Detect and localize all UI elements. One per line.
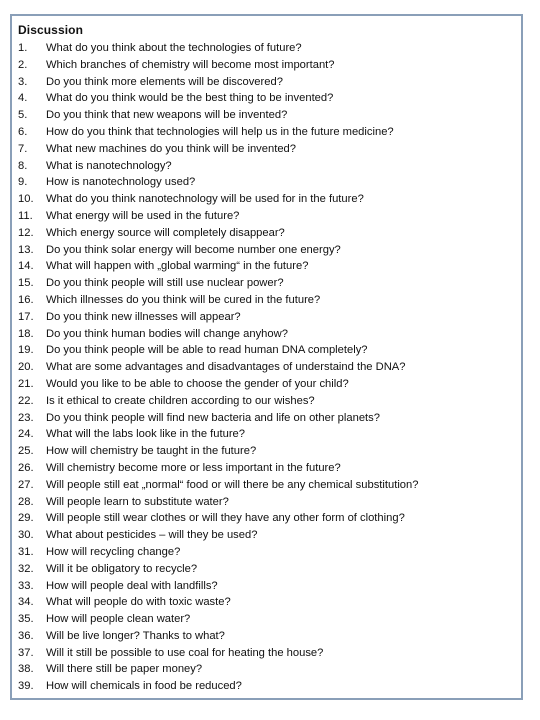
question-text: What are some advantages and disadvantages of understaind the DNA? <box>46 361 406 374</box>
list-item <box>18 460 521 477</box>
question-number: 6. <box>18 125 28 138</box>
question-number: 36. <box>18 629 34 642</box>
list-item <box>18 594 521 611</box>
question-text: Which energy source will completely disappear? <box>46 226 285 239</box>
list-item <box>18 393 521 410</box>
list-item <box>18 527 521 544</box>
question-text: How do you think that technologies will help us in the future medicine? <box>46 125 394 138</box>
question-number: 18. <box>18 327 34 340</box>
list-item <box>18 158 521 175</box>
question-number: 14. <box>18 260 34 273</box>
question-text: Will it still be possible to use coal for heating the house? <box>46 646 324 659</box>
list-item <box>18 191 521 208</box>
question-text: Do you think more elements will be discovered? <box>46 75 283 88</box>
question-number: 16. <box>18 293 34 306</box>
page-title: Discussion <box>18 23 84 37</box>
list-item <box>18 57 521 74</box>
question-text: Will people learn to substitute water? <box>46 495 229 508</box>
list-item <box>18 107 521 124</box>
list-item <box>18 174 521 191</box>
question-number: 26. <box>18 461 34 474</box>
list-item <box>18 309 521 326</box>
list-item <box>18 40 521 57</box>
list-item <box>18 544 521 561</box>
list-item <box>18 661 521 678</box>
question-number: 1. <box>18 42 28 54</box>
list-item <box>18 443 521 460</box>
question-text: What will the labs look like in the future? <box>46 428 245 441</box>
question-text: Will it be obligatory to recycle? <box>46 562 198 575</box>
question-text: Will chemistry become more or less important in the future? <box>46 461 341 474</box>
question-number: 8. <box>18 159 28 172</box>
question-number: 22. <box>18 394 34 407</box>
question-number: 27. <box>18 478 34 491</box>
question-number: 23. <box>18 411 34 424</box>
question-number: 15. <box>18 277 34 290</box>
list-item <box>18 561 521 578</box>
question-text: Is it ethical to create children according to our wishes? <box>46 394 315 407</box>
question-number: 21. <box>18 377 34 390</box>
question-number: 25. <box>18 445 34 458</box>
question-text: Which branches of chemistry will become most important? <box>46 58 335 71</box>
question-text: What new machines do you think will be invented? <box>46 142 296 155</box>
question-text: Do you think people will be able to read human DNA completely? <box>46 344 368 357</box>
question-number: 31. <box>18 545 34 558</box>
list-item <box>18 359 521 376</box>
question-number: 38. <box>18 663 34 676</box>
question-text: How will chemistry be taught in the future? <box>46 445 257 458</box>
list-item <box>18 410 521 427</box>
question-text: Which illnesses do you think will be cured in the future? <box>46 293 321 306</box>
question-number: 29. <box>18 512 34 525</box>
question-text: Will there still be paper money? <box>46 663 203 676</box>
list-item <box>18 208 521 225</box>
question-number: 24. <box>18 428 34 441</box>
list-item <box>18 292 521 309</box>
question-text: What will people do with toxic waste? <box>46 596 231 609</box>
question-text: What about pesticides – will they be used? <box>46 529 258 542</box>
question-text: Do you think people will find new bacteria and life on other planets? <box>46 411 380 424</box>
question-number: 17. <box>18 310 34 323</box>
question-number: 20. <box>18 361 34 374</box>
question-number: 32. <box>18 562 34 575</box>
list-item <box>18 494 521 511</box>
question-text: How will people clean water? <box>46 613 191 626</box>
list-item <box>18 611 521 628</box>
question-text: What will happen with „global warming“ in the future? <box>46 260 309 273</box>
question-number: 2. <box>18 58 28 71</box>
question-number: 3. <box>18 75 28 88</box>
question-text: Do you think people will still use nuclear power? <box>46 277 284 290</box>
question-text: Will people still eat „normal“ food or will there be any chemical substitution? <box>46 478 419 491</box>
question-text: What do you think would be the best thing to be invented? <box>46 92 334 105</box>
question-number: 33. <box>18 579 34 592</box>
question-text: What do you think nanotechnology will be used for in the future? <box>46 193 364 206</box>
list-item <box>18 242 521 259</box>
question-list <box>18 40 521 695</box>
list-item <box>18 275 521 292</box>
discussion-box <box>10 14 523 700</box>
question-number: 19. <box>18 344 34 357</box>
question-text: Do you think solar energy will become number one energy? <box>46 243 341 256</box>
list-item <box>18 678 521 695</box>
list-item <box>18 124 521 141</box>
list-item <box>18 342 521 359</box>
question-number: 12. <box>18 226 34 239</box>
list-item <box>18 141 521 158</box>
list-item <box>18 426 521 443</box>
list-item <box>18 326 521 343</box>
question-number: 11. <box>18 209 33 222</box>
list-item <box>18 645 521 662</box>
list-item <box>18 578 521 595</box>
question-number: 28. <box>18 495 34 508</box>
question-number: 4. <box>18 92 28 105</box>
question-text: Will be live longer? Thanks to what? <box>46 629 225 642</box>
question-text: Do you think human bodies will change anyhow? <box>46 327 288 340</box>
question-text: Do you think new illnesses will appear? <box>46 310 241 323</box>
question-number: 37. <box>18 646 34 659</box>
question-number: 13. <box>18 243 34 256</box>
question-number: 35. <box>18 613 34 626</box>
question-text: Do you think that new weapons will be invented? <box>46 109 288 122</box>
question-text: Would you like to be able to choose the gender of your child? <box>46 377 349 390</box>
question-number: 39. <box>18 680 34 693</box>
question-text: Will people still wear clothes or will they have any other form of clothing? <box>46 512 405 525</box>
question-text: How will chemicals in food be reduced? <box>46 680 242 693</box>
list-item <box>18 258 521 275</box>
list-item <box>18 510 521 527</box>
question-number: 30. <box>18 529 34 542</box>
list-item <box>18 225 521 242</box>
question-text: How will people deal with landfills? <box>46 579 218 592</box>
list-item <box>18 628 521 645</box>
question-number: 7. <box>18 142 28 155</box>
question-text: How is nanotechnology used? <box>46 176 196 189</box>
list-item <box>18 477 521 494</box>
question-number: 5. <box>18 109 28 122</box>
question-text: What is nanotechnology? <box>46 159 172 172</box>
list-item <box>18 376 521 393</box>
question-text: How will recycling change? <box>46 545 181 558</box>
list-item <box>18 90 521 107</box>
question-number: 10. <box>18 193 34 206</box>
question-text: What do you think about the technologies of future? <box>46 42 302 54</box>
question-number: 9. <box>18 176 28 189</box>
question-text: What energy will be used in the future? <box>46 209 240 222</box>
question-number: 34. <box>18 596 34 609</box>
list-item <box>18 74 521 91</box>
